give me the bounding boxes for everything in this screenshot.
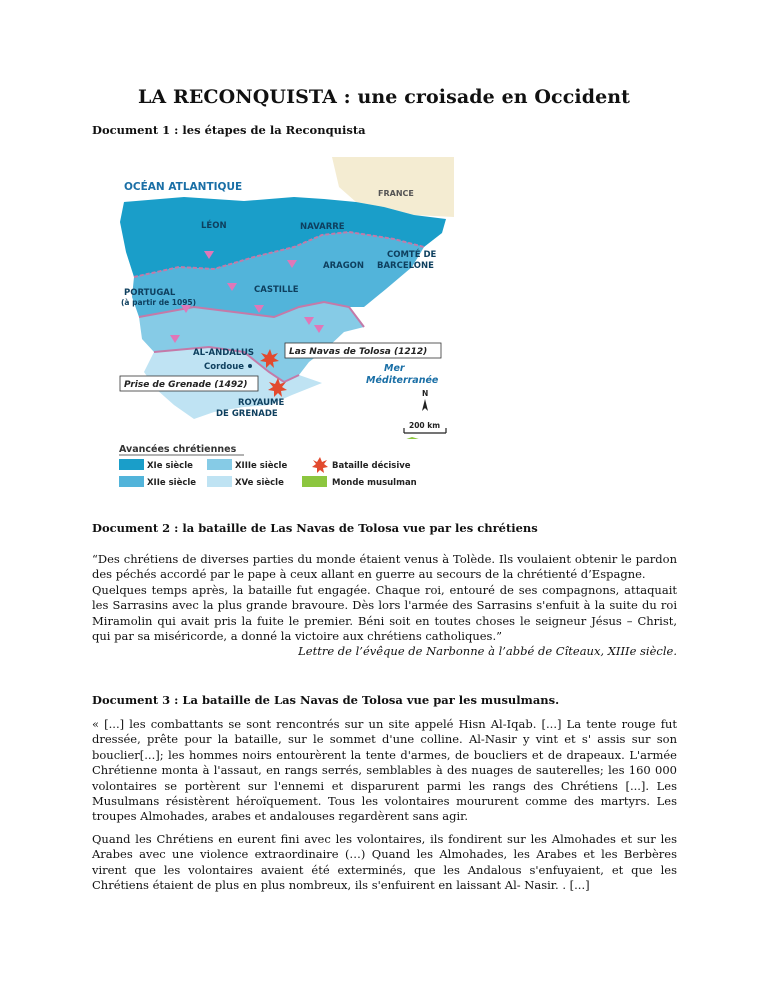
legend-swatch-xiii (207, 459, 232, 470)
legend-xiii: XIIIe siècle (235, 461, 288, 471)
document-3-text (92, 717, 677, 893)
document-3-heading: Document 3 : La bataille de Las Navas de Tolosa vue par les musulmans. (92, 693, 560, 707)
label-cordoue: Cordoue (204, 362, 245, 372)
legend-xv: XVe siècle (235, 478, 284, 488)
legend-swatch-xv (207, 476, 232, 487)
document-2-heading: Document 2 : la bataille de Las Navas de Tolosa vue par les chrétiens (92, 521, 538, 535)
legend-swatch-musulman (302, 476, 327, 487)
label-comte-2: BARCELONE (377, 261, 434, 271)
document-3-paragraph-2: Quand les Chrétiens en eurent fini avec les volontaires, ils fondirent sur les Almohades et sur les Arabes avec une violence extraordinaire (…) Quand les Almohades, les Arabes et les Berbères virent que les volontaires avaient été exterminés, que les Andalous s'enfuyaient, et que les Chrétiens étaient de plus en plus nombreux, ils s'enfuirent en laissant Al- Nasir. . [...] (92, 831, 677, 893)
label-navarre: NAVARRE (300, 222, 345, 232)
label-royaume-2: DE GRENADE (216, 409, 278, 419)
label-portugal-note: (à partir de 1095) (121, 298, 197, 307)
label-royaume-1: ROYAUME (238, 398, 285, 408)
reconquista-map (94, 157, 454, 489)
scale-label: 200 km (409, 421, 441, 430)
legend-musulman: Monde musulman (332, 478, 417, 488)
label-mer-2: Méditerranée (366, 375, 439, 386)
label-mer-1: Mer (384, 363, 405, 374)
document-2-paragraph-1: “Des chrétiens de diverses parties du monde étaient venus à Tolède. Ils voulaient obtenir le pardon des péchés accordé par le pape à ceux allant en guerre au secours de la chrétienté d’Espagne. (92, 552, 677, 582)
legend-xi: XIe siècle (147, 461, 193, 471)
north-label: N (422, 389, 429, 398)
label-prise-grenade: Prise de Grenade (1492) (124, 380, 248, 390)
document-2-paragraph-2: Quelques temps après, la bataille fut engagée. Chaque roi, entouré de ses compagnons, attaquait les Sarrasins avec la plus grande bravoure. Dès lors l'armée des Sarrasins s'enfuit à la suite du roi Miramolin qui avait pris la fuite le premier. Béni soit en toutes choses le seigneur Jésus – Christ, qui par sa miséricorde, a donné la victoire aux chrétiens catholiques.” (92, 582, 677, 644)
legend-bataille: Bataille décisive (332, 461, 411, 471)
label-ocean: OCÉAN ATLANTIQUE (124, 181, 243, 193)
document-3-paragraph-1: « [...] les combattants se sont rencontrés sur un site appelé Hisn Al-Iqab. [...] La tente rouge fut dressée, prête pour la bataille, sur le sommet d'une colline. Al-Nasir y vint et s' assis sur son bouclier[...]; les hommes noirs entourèrent la tente d'armes, de boucliers et de drapeaux. L'armée Chrétienne monta à l'assaut, en rangs serrés, semblables à des nuages de sauterelles; les 160 000 volontaires se portèrent sur l'ennemi et disparurent parmi les rangs des Chrétiens [...]. Les Musulmans résistèrent héroïquement. Tous les volontaires moururent comme des martyrs. Les troupes Almohades, arabes et andalouses regardèrent sans agir. (92, 717, 677, 824)
label-france: FRANCE (378, 189, 414, 198)
legend-swatch-xii (119, 476, 144, 487)
document-1-heading: Document 1 : les étapes de la Reconquista (92, 123, 366, 137)
label-leon: LÉON (201, 221, 227, 231)
document-2-source: Lettre de l’évêque de Narbonne à l’abbé de Cîteaux, XIIIe siècle. (298, 644, 677, 659)
legend-xii: XIIe siècle (147, 478, 197, 488)
label-aragon: ARAGON (323, 261, 365, 271)
label-castille: CASTILLE (254, 285, 299, 295)
legend-swatch-xi (119, 459, 144, 470)
label-portugal: PORTUGAL (124, 288, 176, 298)
label-navas: Las Navas de Tolosa (1212) (289, 347, 428, 357)
page-title: LA RECONQUISTA : une croisade en Occident (137, 86, 631, 108)
label-comte-1: COMTÉ DE (387, 250, 437, 260)
document-2-text (92, 552, 677, 660)
legend-title: Avancées chrétiennes (119, 444, 237, 455)
cordoue-city-dot (248, 364, 252, 368)
label-al-andalus: AL-ANDALUS (193, 348, 254, 358)
